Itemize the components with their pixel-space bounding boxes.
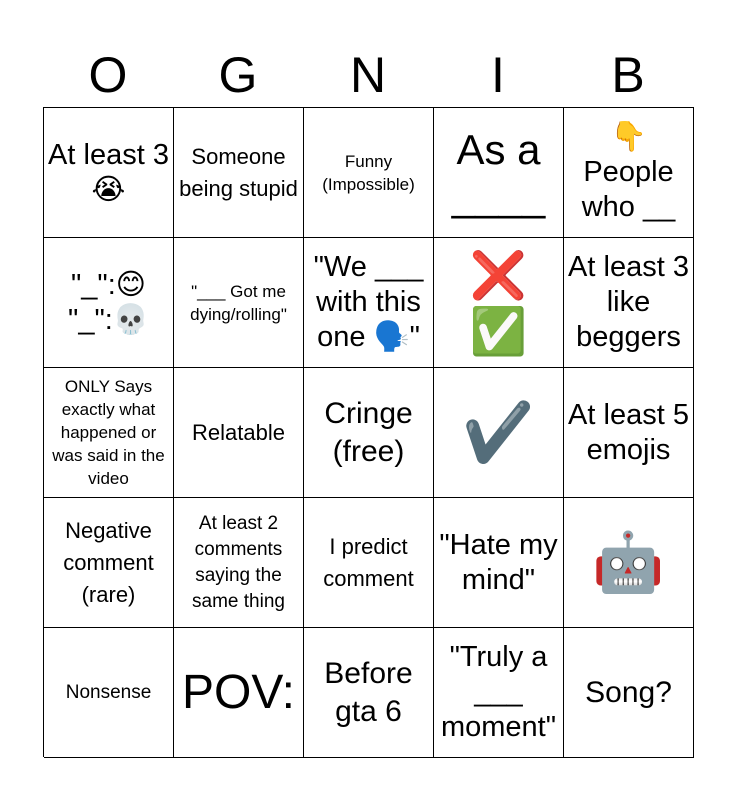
bingo-cell-r4c5[interactable] bbox=[564, 498, 694, 628]
cell-text: "Truly a ___ moment" bbox=[440, 641, 557, 743]
bingo-cell-r1c2[interactable] bbox=[174, 108, 304, 238]
bingo-cell-r1c5[interactable] bbox=[564, 108, 694, 238]
cell-text: ONLY Says exactly what happened or was said in the video bbox=[52, 377, 165, 488]
bingo-cell-r5c1[interactable] bbox=[44, 628, 174, 758]
cell-text: "Hate my mind" bbox=[439, 528, 558, 596]
bingo-cell-r2c2[interactable] bbox=[174, 238, 304, 368]
cell-text: "___ Got me dying/rolling" bbox=[190, 281, 287, 324]
header-letter-2: G bbox=[218, 47, 258, 103]
bingo-cell-r2c3[interactable] bbox=[304, 238, 434, 368]
bingo-cell-r3c2[interactable] bbox=[174, 368, 304, 498]
bingo-cell-r3c4[interactable] bbox=[434, 368, 564, 498]
cell-text: At least 2 comments saying the same thing bbox=[192, 512, 285, 612]
cell-text: Before gta 6 bbox=[324, 656, 413, 728]
bingo-cell-r1c3[interactable] bbox=[304, 108, 434, 238]
cell-text: POV: bbox=[182, 665, 295, 719]
bingo-cell-r3c5[interactable] bbox=[564, 368, 694, 498]
bingo-cell-r2c1[interactable] bbox=[44, 238, 174, 368]
bingo-cell-r1c1[interactable] bbox=[44, 108, 174, 238]
cell-text: As a ____ bbox=[451, 125, 546, 219]
cell-text: At least 3 like beggers bbox=[568, 251, 689, 353]
header-letter-4: I bbox=[491, 47, 505, 103]
bingo-cell-r5c2[interactable] bbox=[174, 628, 304, 758]
cell-text: 👇 People who __ bbox=[581, 121, 676, 223]
cell-text: "We ___ with this one 🗣️" bbox=[313, 251, 424, 353]
cell-text: Nonsense bbox=[65, 681, 152, 703]
header-letter-3: N bbox=[349, 47, 387, 103]
bingo-cell-r4c2[interactable] bbox=[174, 498, 304, 628]
bingo-cell-r1c4[interactable] bbox=[434, 108, 564, 238]
bingo-cell-r4c3[interactable] bbox=[304, 498, 434, 628]
cell-text: 🤖 bbox=[592, 529, 665, 595]
cell-text: At least 5 emojis bbox=[568, 398, 689, 466]
bingo-cell-r4c1[interactable] bbox=[44, 498, 174, 628]
bingo-cell-r3c1[interactable] bbox=[44, 368, 174, 498]
bingo-board bbox=[43, 107, 694, 757]
bingo-cell-r3c3[interactable] bbox=[304, 368, 434, 498]
cell-text: I predict comment bbox=[323, 533, 414, 591]
cell-text: At least 3 😭 bbox=[48, 138, 169, 206]
cell-text: "_":😊 "_":💀 bbox=[68, 268, 149, 336]
header-letter-1: O bbox=[88, 47, 128, 103]
cell-text: Relatable bbox=[192, 419, 285, 445]
bingo-cell-r4c4[interactable] bbox=[434, 498, 564, 628]
bingo-cell-r5c5[interactable] bbox=[564, 628, 694, 758]
bingo-cell-r5c3[interactable] bbox=[304, 628, 434, 758]
bingo-header bbox=[43, 44, 693, 106]
bingo-cell-r5c4[interactable] bbox=[434, 628, 564, 758]
cell-text: Cringe (free) bbox=[324, 396, 413, 468]
cell-text: Negative comment (rare) bbox=[63, 517, 154, 607]
header-letter-5: B bbox=[611, 47, 645, 103]
bingo-cell-r2c4[interactable] bbox=[434, 238, 564, 368]
cell-text: ❌ ✅ bbox=[469, 248, 528, 357]
bingo-cell-r2c5[interactable] bbox=[564, 238, 694, 368]
cell-text: Someone being stupid bbox=[179, 143, 298, 201]
cell-text: Song? bbox=[585, 675, 672, 709]
cell-text: Funny (Impossible) bbox=[322, 151, 415, 194]
cell-text: ✔️ bbox=[462, 399, 535, 465]
